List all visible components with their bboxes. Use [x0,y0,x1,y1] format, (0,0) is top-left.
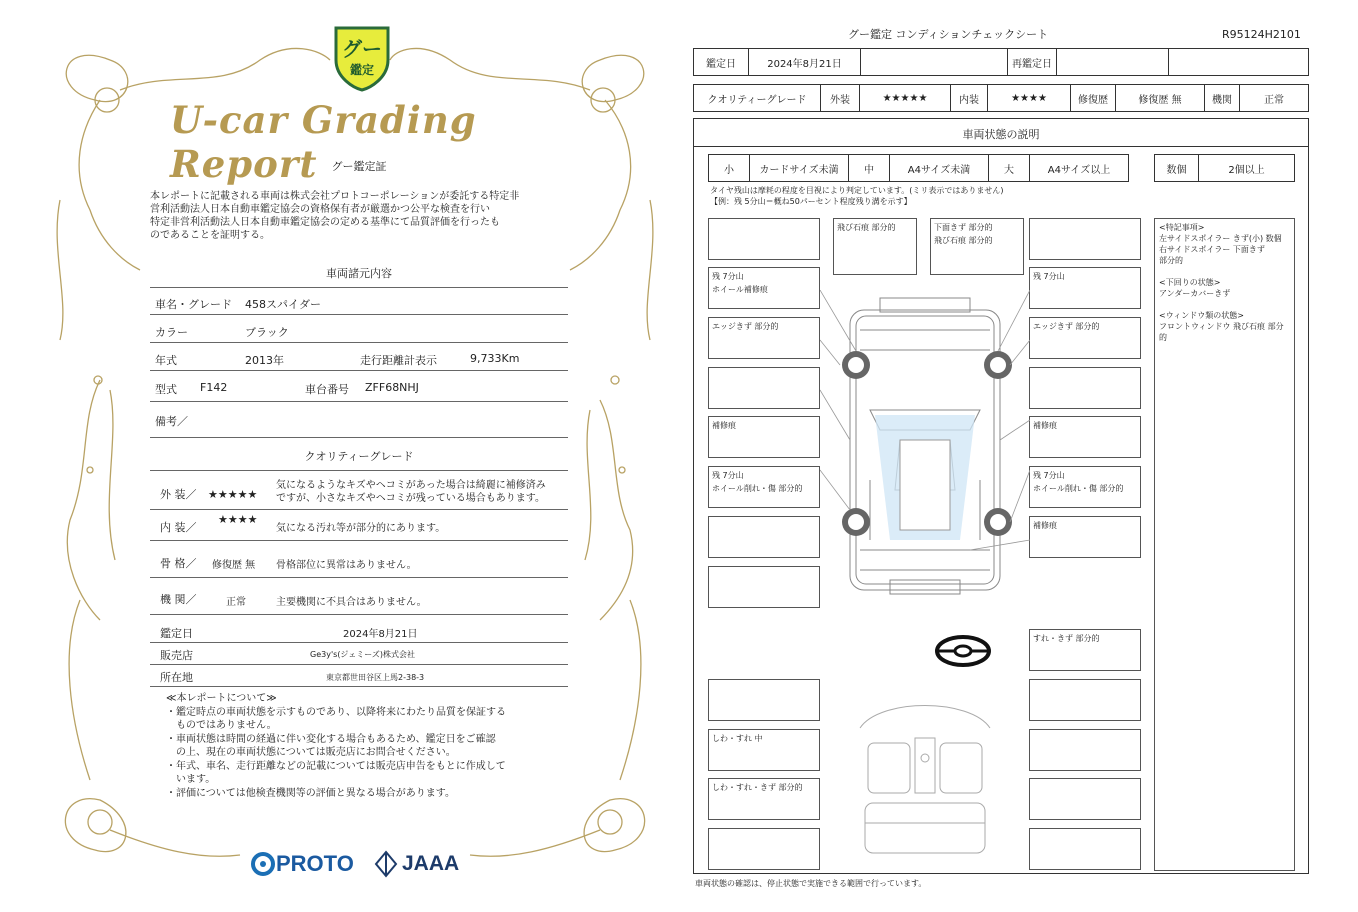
tire-note-example: 【例：残 5分山＝概ね50パーセント程度残り溝を示す】 [710,197,912,206]
certificate-heading: グー鑑定証 [331,160,387,173]
damage-box-left: 残 7分山 ホイール補修痕 [708,267,820,309]
date-value: 2024年8月21日 [343,629,418,640]
condition-check-sheet [680,0,1358,912]
color-label: カラー [155,326,188,339]
damage-box-left: エッジきず 部分的 [708,317,820,359]
quality-grade: 正常 [226,597,246,608]
mileage-label: 走行距離計表示 [360,354,437,367]
ext-value-cell [859,84,951,112]
damage-box-left [708,218,820,260]
chassis-value: ZFF68NHJ [365,381,419,394]
interior-box-left: しわ・すれ・きず 部分的 [708,778,820,820]
about-line: ・評価については他検査機関等の評価と異なる場合があります。 [166,787,455,799]
damage-box-right [1029,367,1141,409]
quality-grade: ★★★★★ [208,488,258,501]
badge-small-text: 鑑定 [349,63,375,77]
quality-desc [276,479,546,505]
divider [150,614,568,615]
damage-box-right: 残 7分山 [1029,267,1141,309]
mileage-value: 9,733Km [470,352,520,365]
steering-damage-box: すれ・きず 部分的 [1029,629,1141,671]
legend-small-desc-cell [749,154,849,182]
jaaa-logo [374,850,474,878]
about-line: ・鑑定時点の車両状態を示すものであり、以降将来にわたり品質を保証する [166,706,506,718]
interior-box-right [1029,679,1141,721]
interior-box-left [708,828,820,870]
damage-box-right [1029,218,1141,260]
damage-box-left: 残 7分山 ホイール削れ・傷 部分的 [708,466,820,508]
damage-box-right: エッジきず 部分的 [1029,317,1141,359]
legend-large-desc-cell [1029,154,1129,182]
re-date-label: 再鑑定日 [1012,58,1052,70]
date-label: 鑑定日 [706,58,736,70]
int-value-cell [987,84,1071,112]
jaaa-mark-icon [374,850,398,878]
specs-title: 車両諸元内容 [326,267,392,280]
intro-line: 特定非営利活動法人日本自動車鑑定協会の定める基準にて品質評価を行ったも [150,217,500,228]
divider [150,437,568,438]
about-title: ≪本レポートについて≫ [166,693,277,704]
notes-panel [1154,218,1295,871]
about-section [166,692,566,800]
divider [150,664,568,665]
chassis-label: 車台番号 [305,383,349,396]
legend-small: 小 [724,164,734,176]
legend-small-desc: カードサイズ未満 [759,164,839,176]
repair-label: 修復歴 [1078,94,1108,106]
intro-line: 営利活動法人日本自動車鑑定協会の資格保有者が厳選かつ公平な検査を行い [150,204,490,215]
repair-value: 修復歴 無 [1138,94,1182,106]
quality-label: 内 装／ [160,521,197,534]
damage-box-left [708,516,820,558]
model-value: F142 [200,381,228,394]
legend-large-cell [988,154,1030,182]
intro-line: のであることを証明する。 [150,230,270,241]
jaaa-logo-text: JAAA [402,852,460,875]
date-value: 2024年8月21日 [767,58,842,70]
interior-box-left [708,679,820,721]
about-line: います。 [166,774,216,785]
damage-box-left [708,566,820,608]
quality-label: 機 関／ [160,593,197,606]
about-line: ものではありません。 [166,720,277,731]
sheet-footer: 車両状態の確認は、停止状態で実施できる範囲で行っています。 [695,879,927,888]
tire-note: タイヤ残山は摩耗の程度を目視により判定しています。(ミリ表示ではありません) [710,186,1004,195]
divider [150,577,568,578]
damage-box-top: 下面きず 部分的 飛び石痕 部分的 [930,218,1024,275]
date-value-cell [748,48,861,76]
intro-text [150,190,570,242]
damage-box-right: 残 7分山 ホイール削れ・傷 部分的 [1029,466,1141,508]
divider [150,287,568,288]
re-date-label-cell [1007,48,1057,76]
about-line: ・年式、車名、走行距離などの記載については販売店申告をもとに作成して [166,760,506,772]
date-label: 鑑定日 [160,627,193,640]
empty-cell [1056,48,1169,76]
divider [150,342,568,343]
quality-desc-line: ですが、小さなキズやヘコミが残っている場合もあります。 [276,493,545,504]
empty-cell [1168,48,1309,76]
quality-label-cell [693,84,821,112]
engine-label: 機関 [1212,94,1232,106]
quality-grade: ★★★★ [218,513,258,526]
repair-value-cell [1115,84,1205,112]
quality-label: 外 装／ [160,488,197,501]
interior-box-right [1029,778,1141,820]
divider [693,146,1309,147]
report-title: U-car Grading Report [170,98,477,186]
name-label: 車名・グレード [155,298,232,311]
legend-medium: 中 [864,164,874,176]
legend-count-desc-cell [1198,154,1295,182]
interior-box-right [1029,729,1141,771]
divider [150,314,568,315]
legend-count-cell [1154,154,1199,182]
damage-box-left [708,367,820,409]
engine-value-cell [1239,84,1309,112]
repair-label-cell [1070,84,1116,112]
divider [150,509,568,510]
quality-title: クオリティーグレード [304,450,414,463]
proto-logo-text: PROTO [276,851,354,876]
quality-desc: 気になる汚れ等が部分的にあります。 [276,523,446,534]
interior-box-right [1029,828,1141,870]
damage-box-left: 補修痕 [708,416,820,458]
legend-medium-desc: A4サイズ未満 [907,164,971,176]
quality-label: クオリティーグレード [707,94,807,106]
divider [150,401,568,402]
car-interior-diagram [850,698,1000,858]
int-label: 内装 [959,94,979,106]
legend-count: 数個 [1166,164,1187,176]
divider [150,470,568,471]
year-label: 年式 [155,354,177,367]
address-label: 所在地 [160,671,193,684]
quality-grade: 修復歴 無 [212,560,256,571]
int-label-cell [950,84,988,112]
cabin-center [900,440,950,530]
quality-desc-line: 気になるようなキズやヘコミがあった場合は綺麗に補修済み [276,480,546,491]
damage-box-top: 飛び石痕 部分的 [833,218,917,275]
car-top-view-diagram [820,290,1030,610]
date-label-cell [693,48,749,76]
proto-mark-icon [250,851,276,877]
ext-value: ★★★★★ [882,92,928,104]
ext-label: 外装 [830,94,850,106]
remarks-label: 備考／ [155,415,188,428]
name-value: 458スパイダー [245,298,321,311]
dealer-label: 販売店 [160,649,193,662]
int-value: ★★★★ [1011,92,1047,104]
sheet-title: グー鑑定 コンディションチェックシート [848,28,1049,41]
legend-medium-desc-cell [889,154,989,182]
year-value: 2013年 [245,354,284,367]
address-value: 東京都世田谷区上馬2-38-3 [326,673,425,682]
damage-box-right: 補修痕 [1029,416,1141,458]
steering-wheel-icon [934,633,992,669]
model-label: 型式 [155,383,177,396]
legend-small-cell [708,154,750,182]
quality-label: 骨 格／ [160,557,197,570]
damage-box-right: 補修痕 [1029,516,1141,558]
condition-title: 車両状態の説明 [962,128,1040,141]
color-value: ブラック [245,326,289,339]
about-line: ・車両状態は時間の経過に伴い変化する場合もあるため、鑑定日をご確認 [166,733,496,745]
engine-label-cell [1204,84,1240,112]
legend-large: 大 [1004,164,1014,176]
empty-cell [860,48,1008,76]
about-line: の上、現在の車両状態については販売店にお問合せください。 [166,747,456,758]
interior-box-left: しわ・すれ 中 [708,729,820,771]
ext-label-cell [820,84,860,112]
divider [150,642,568,643]
dealer-value: Ge3y's(ジェミーズ)株式会社 [310,650,415,659]
quality-desc: 骨格部位に異常はありません。 [276,560,417,571]
notes-text: <特記事項> 左サイドスポイラー きず(小) 数個 右サイドスポイラー 下面きず 部分的 <下回りの状態> アンダーカバーきず <ウィンドウ類の状態> フロントウィンドウ 飛び石痕 部分的 [1159,223,1284,342]
legend-large-desc: A4サイズ以上 [1047,164,1111,176]
proto-logo [250,850,370,878]
divider [150,540,568,541]
engine-value: 正常 [1264,94,1284,106]
divider [150,686,568,687]
goo-kantei-badge [330,20,394,92]
quality-desc: 主要機関に不具合はありません。 [276,597,427,608]
badge-big-text: グー [342,37,382,61]
intro-line: 本レポートに記載される車両は株式会社プロトコーポレーションが委託する特定非 [150,191,520,202]
doc-id: R95124H2101 [1222,28,1301,41]
legend-medium-cell [848,154,890,182]
legend-count-desc: 2個以上 [1228,164,1265,176]
divider [150,370,568,371]
